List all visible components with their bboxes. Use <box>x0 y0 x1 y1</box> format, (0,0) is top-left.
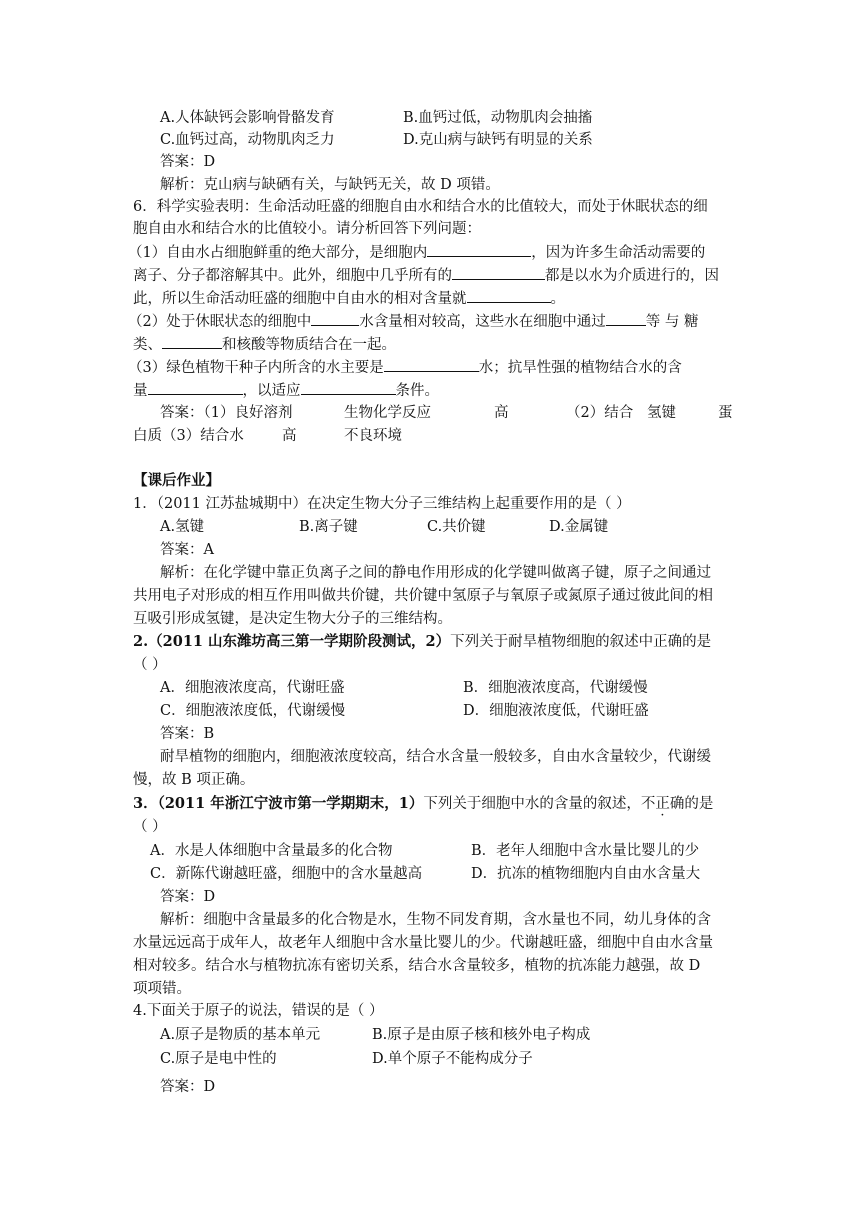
q6-answer-item: 蛋 <box>718 405 733 421</box>
hw-q4-answer: 答案：D <box>160 1079 216 1095</box>
fill-blank <box>606 310 646 326</box>
hw-q4-option-b: B.原子是由原子核和核外电子构成 <box>372 1027 591 1043</box>
hw-q2-answer: 答案：B <box>160 726 215 742</box>
fill-blank <box>162 333 222 349</box>
q6-part2-line2: 类、 和核酸等物质结合在一起。 <box>133 333 396 356</box>
q6-answer-item: 高 <box>494 405 509 421</box>
hw-q3-stem: 3．（2011 年浙江宁波市第一学期期末，1）下列关于细胞中水的含量的叙述，不正确的是 <box>133 795 714 812</box>
hw-q4-option-a: A.原子是物质的基本单元 <box>160 1027 321 1043</box>
q6-stem-line1: 6．科学实验表明：生命活动旺盛的细胞自由水和结合水的比值较大，而处于休眠状态的细 <box>133 199 708 215</box>
hw-q3-analysis-line1: 解析：细胞中含量最多的化合物是水，生物不同发育期，含水量也不同，幼儿身体的含 <box>160 912 711 928</box>
fill-blank <box>148 379 243 395</box>
q6-part2-line1: （2）处于休眠状态的细胞中 水含量相对较高，这些水在细胞中通过 等 与 糖 <box>128 310 698 333</box>
q5-answer: 答案：D <box>160 154 216 170</box>
hw-q4-option-c: C.原子是电中性的 <box>160 1051 277 1067</box>
hw-q3-analysis-line3: 相对较多。结合水与植物抗冻有密切关系，结合水含量较多，植物的抗冻能力越强，故 D <box>133 958 701 974</box>
hw-q3-answer: 答案：D <box>160 889 216 905</box>
q5-option-c: C.血钙过高，动物肌肉乏力 <box>160 132 335 148</box>
fill-blank <box>467 287 551 303</box>
hw-q3-option-d: D．抗冻的植物细胞内自由水含量大 <box>471 866 701 882</box>
q5-analysis: 解析：克山病与缺硒有关，与缺钙无关，故 D 项错。 <box>160 177 500 193</box>
q6-answer-item: 生物化学反应 <box>344 405 431 421</box>
q6-part1-line2: 离子、分子都溶解其中。此外，细胞中几乎所有的 都是以水为介质进行的，因 <box>133 264 719 287</box>
fill-blank <box>301 379 396 395</box>
hw-q3-option-a: A．水是人体细胞中含量最多的化合物 <box>150 843 393 859</box>
hw-q3-paren: （ ） <box>133 819 167 835</box>
homework-heading: 【课后作业】 <box>133 472 220 489</box>
hw-q1-answer: 答案：A <box>160 542 214 558</box>
q6-answer-item: 高 <box>282 428 297 444</box>
hw-q1-option-d: D.金属键 <box>549 519 609 535</box>
hw-q2-paren: （ ） <box>133 657 167 673</box>
hw-q2-option-b: B．细胞液浓度高，代谢缓慢 <box>463 680 648 696</box>
hw-q3-analysis-line2: 水量远远高于成年人，故老年人细胞中含水量比婴儿的少。代谢越旺盛，细胞中自由水含量 <box>133 935 713 951</box>
q6-part3-line2: 量 ，以适应 条件。 <box>133 379 439 402</box>
q6-part1-line3: 此，所以生命活动旺盛的细胞中自由水的相对含量就 。 <box>133 287 565 310</box>
q6-answer-item: 氢键 <box>647 405 676 421</box>
hw-q2-option-d: D．细胞液浓度低，代谢旺盛 <box>463 703 649 719</box>
hw-q3-option-b: B．老年人细胞中含水量比婴儿的少 <box>471 843 700 859</box>
fill-blank <box>452 264 545 280</box>
fill-blank <box>427 241 531 257</box>
hw-q2-option-c: C．细胞液浓度低，代谢缓慢 <box>160 703 346 719</box>
hw-q1-analysis-line2: 共用电子对形成的相互作用叫做共价键，共价键中氢原子与氧原子或氮原子通过彼此间的相 <box>133 588 713 604</box>
q5-option-d: D.克山病与缺钙有明显的关系 <box>403 132 593 148</box>
q6-part1-line1: （1）自由水占细胞鲜重的绝大部分，是细胞内 ，因为许多生命活动需要的 <box>128 241 705 264</box>
emphasis-not-correct: 不正确 <box>640 796 685 812</box>
q6-stem-line2: 胞自由水和结合水的比值较小。请分析回答下列问题： <box>133 221 481 237</box>
hw-q1-stem: 1．（2011 江苏盐城期中）在决定生物大分子三维结构上起重要作用的是（ ） <box>133 496 631 512</box>
hw-q1-option-a: A.氢键 <box>160 519 205 535</box>
hw-q2-analysis-line2: 慢，故 B 项正确。 <box>133 772 255 788</box>
hw-q2-option-a: A．细胞液浓度高，代谢旺盛 <box>160 680 345 696</box>
hw-q4-option-d: D.单个原子不能构成分子 <box>372 1051 533 1067</box>
fill-blank <box>311 310 359 326</box>
q5-option-b: B.血钙过低，动物肌肉会抽搐 <box>403 110 593 126</box>
hw-q1-analysis-line1: 解析：在化学键中靠正负离子之间的静电作用形成的化学键叫做离子键，原子之间通过 <box>160 565 711 581</box>
q6-answer-label: 答案：（1）良好溶剂 <box>160 405 293 421</box>
q5-option-a: A.人体缺钙会影响骨骼发育 <box>160 110 335 126</box>
hw-q3-analysis-line4: 项项错。 <box>133 981 191 997</box>
hw-q1-option-c: C.共价键 <box>427 519 486 535</box>
hw-q1-option-b: B.离子键 <box>299 519 358 535</box>
fill-blank <box>384 356 479 372</box>
q6-part3-line1: （3）绿色植物干种子内所含的水主要是 水；抗旱性强的植物结合水的含 <box>128 356 682 379</box>
q6-answer-item: 白质（3）结合水 <box>133 428 244 444</box>
hw-q4-stem: 4.下面关于原子的说法，错误的是（ ） <box>133 1003 384 1019</box>
hw-q1-analysis-line3: 互吸引形成氢键，是决定生物大分子的三维结构。 <box>133 611 452 627</box>
hw-q2-stem: 2.（2011 山东潍坊高三第一学期阶段测试，2）下列关于耐旱植物细胞的叙述中正确的是 <box>133 633 712 650</box>
hw-q3-option-c: C．新陈代谢越旺盛，细胞中的含水量越高 <box>150 866 423 882</box>
hw-q2-analysis-line1: 耐旱植物的细胞内，细胞液浓度较高，结合水含量一般较多，自由水含量较少，代谢缓 <box>160 749 711 765</box>
q6-answer-item: 不良环境 <box>344 428 402 444</box>
q6-answer-item: （2）结合 <box>566 405 634 421</box>
